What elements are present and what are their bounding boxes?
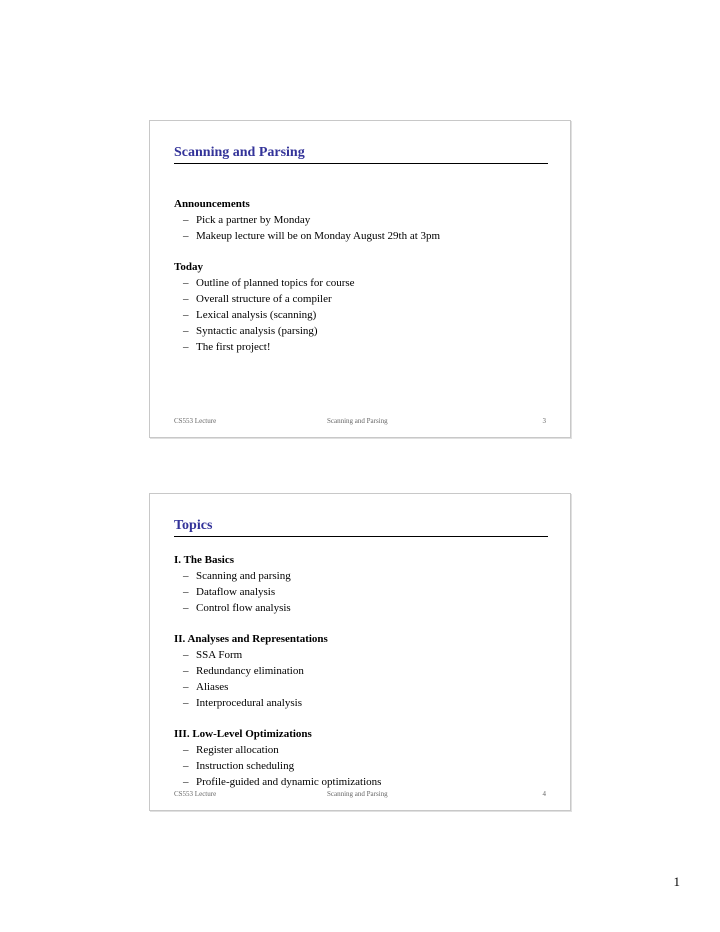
- dash-icon: –: [183, 341, 189, 353]
- bullet-text: Aliases: [196, 681, 229, 693]
- section-analyses-and-representations: [174, 631, 550, 711]
- dash-icon: –: [183, 649, 189, 661]
- bullet-item: [174, 323, 550, 339]
- dash-icon: –: [183, 744, 189, 756]
- bullet-text: Control flow analysis: [196, 602, 291, 614]
- section-heading: III. Low-Level Optimizations: [174, 728, 312, 740]
- bullet-text: Interprocedural analysis: [196, 697, 302, 709]
- dash-icon: –: [183, 665, 189, 677]
- bullet-text: Register allocation: [196, 744, 279, 756]
- bullet-text: Outline of planned topics for course: [196, 277, 355, 289]
- slide-scanning-and-parsing: [149, 120, 571, 438]
- dash-icon: –: [183, 760, 189, 772]
- bullet-item: [174, 663, 550, 679]
- section-announcements: [174, 196, 550, 244]
- bullet-item: [174, 275, 550, 291]
- footer-lecture-title: Scanning and Parsing: [327, 417, 388, 425]
- footer-course: CS553 Lecture: [174, 417, 217, 425]
- section-heading: I. The Basics: [174, 554, 235, 566]
- footer-course: CS553 Lecture: [174, 790, 217, 798]
- section-heading: Announcements: [174, 198, 250, 210]
- section-heading: II. Analyses and Representations: [174, 633, 328, 645]
- title-underline: [174, 163, 548, 164]
- footer-lecture-title: Scanning and Parsing: [327, 790, 388, 798]
- dash-icon: –: [183, 293, 189, 305]
- dash-icon: –: [183, 586, 189, 598]
- bullet-item: [174, 647, 550, 663]
- dash-icon: –: [183, 570, 189, 582]
- slide-body: [174, 552, 550, 805]
- bullet-item: [174, 758, 550, 774]
- dash-icon: –: [183, 309, 189, 321]
- slide-topics: [149, 493, 571, 811]
- slide-title: Topics: [174, 518, 213, 533]
- bullet-text: Lexical analysis (scanning): [196, 309, 317, 321]
- bullet-item: [174, 307, 550, 323]
- dash-icon: –: [183, 325, 189, 337]
- bullet-text: SSA Form: [196, 649, 243, 661]
- bullet-text: Profile-guided and dynamic optimizations: [196, 776, 382, 788]
- dash-icon: –: [183, 214, 189, 226]
- slide-footer: [174, 790, 546, 800]
- slide-title: Scanning and Parsing: [174, 145, 305, 160]
- bullet-text: Instruction scheduling: [196, 760, 295, 772]
- dash-icon: –: [183, 776, 189, 788]
- dash-icon: –: [183, 602, 189, 614]
- dash-icon: –: [183, 681, 189, 693]
- bullet-item: [174, 695, 550, 711]
- bullet-item: [174, 339, 550, 355]
- footer-slide-number: 3: [542, 417, 546, 425]
- bullet-text: Pick a partner by Monday: [196, 214, 311, 226]
- slide-footer: [174, 417, 546, 427]
- bullet-item: [174, 584, 550, 600]
- bullet-text: Syntactic analysis (parsing): [196, 325, 318, 337]
- section-today: [174, 259, 550, 355]
- section-heading: Today: [174, 261, 203, 273]
- bullet-item: [174, 291, 550, 307]
- bullet-text: Scanning and parsing: [196, 570, 291, 582]
- bullet-item: [174, 212, 550, 228]
- bullet-item: [174, 679, 550, 695]
- section-low-level-optimizations: [174, 726, 550, 790]
- dash-icon: –: [183, 277, 189, 289]
- footer-slide-number: 4: [542, 790, 546, 798]
- bullet-text: Dataflow analysis: [196, 586, 276, 598]
- bullet-item: [174, 568, 550, 584]
- slide-body: [174, 196, 550, 370]
- bullet-text: The first project!: [196, 341, 271, 353]
- bullet-text: Makeup lecture will be on Monday August 29th at 3pm: [196, 230, 441, 242]
- title-underline: [174, 536, 548, 537]
- page-number: 1: [673, 874, 680, 889]
- bullet-item: [174, 774, 550, 790]
- bullet-item: [174, 600, 550, 616]
- bullet-text: Redundancy elimination: [196, 665, 304, 677]
- section-the-basics: [174, 552, 550, 616]
- bullet-item: [174, 228, 550, 244]
- bullet-text: Overall structure of a compiler: [196, 293, 332, 305]
- bullet-item: [174, 742, 550, 758]
- dash-icon: –: [183, 230, 189, 242]
- dash-icon: –: [183, 697, 189, 709]
